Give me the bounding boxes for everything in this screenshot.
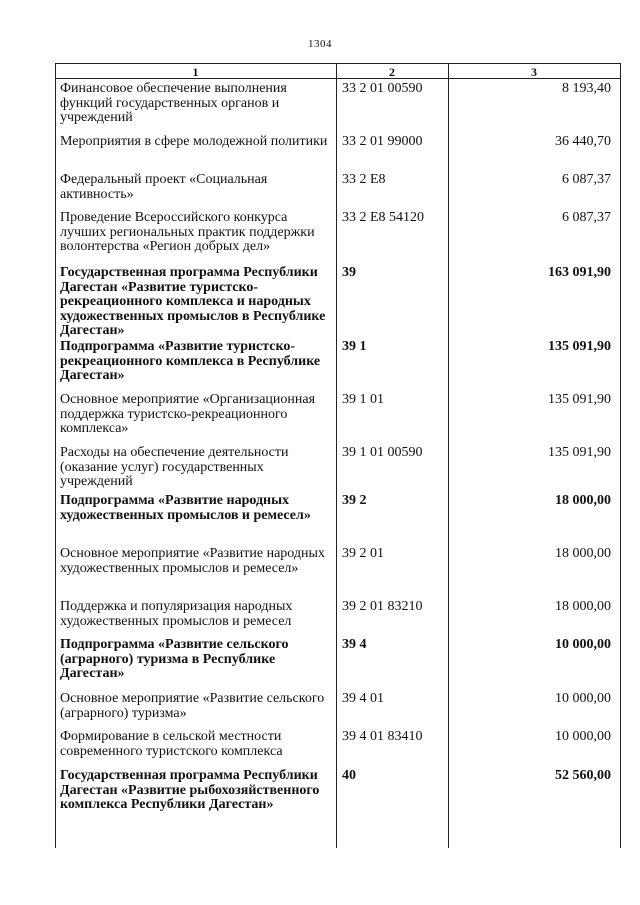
row-amount: 6 087,37 xyxy=(562,210,611,225)
row-name: Подпрограмма «Развитие народных художественных промыслов и ремесел» xyxy=(60,493,311,523)
row-code: 39 1 01 xyxy=(342,392,384,407)
row-name: Подпрограмма «Развитие сельского (аграрного) туризма в Республике Дагестан» xyxy=(60,637,289,681)
row-name: Основное мероприятие «Развитие сельского (аграрного) туризма» xyxy=(60,691,325,721)
row-amount: 18 000,00 xyxy=(555,546,611,561)
row-amount: 52 560,00 xyxy=(555,768,611,783)
row-amount: 10 000,00 xyxy=(555,691,611,706)
row-code: 39 1 01 00590 xyxy=(342,445,423,460)
row-name: Государственная программа Республики Дагестан «Развитие туристско-рекреационного комплекса и народных художественных промыслов в Республике Дагестан» xyxy=(60,265,326,338)
page-number: 1304 xyxy=(308,38,332,50)
header-col-3: 3 xyxy=(531,65,537,79)
row-name: Федеральный проект «Социальная активность» xyxy=(60,172,268,202)
row-amount: 135 091,90 xyxy=(548,339,611,354)
row-name: Финансовое обеспечение выполнения функций государственных органов и учреждений xyxy=(60,81,287,125)
column-divider-1 xyxy=(336,63,337,848)
row-code: 33 2 01 00590 xyxy=(342,81,423,96)
row-code: 39 4 01 xyxy=(342,691,384,706)
row-amount: 36 440,70 xyxy=(555,134,611,149)
row-name: Формирование в сельской местности современного туристского комплекса xyxy=(60,729,283,759)
row-amount: 135 091,90 xyxy=(548,445,611,460)
row-amount: 135 091,90 xyxy=(548,392,611,407)
row-code: 39 2 01 xyxy=(342,546,384,561)
row-amount: 18 000,00 xyxy=(555,493,611,508)
row-code: 39 xyxy=(342,265,356,280)
row-code: 39 4 xyxy=(342,637,367,652)
row-name: Поддержка и популяризация народных художественных промыслов и ремесел xyxy=(60,599,293,629)
table-top-border xyxy=(55,63,621,64)
row-code: 33 2 E8 xyxy=(342,172,386,187)
row-amount: 10 000,00 xyxy=(555,637,611,652)
row-name: Государственная программа Республики Дагестан «Развитие рыбохозяйственного комплекса Республики Дагестан» xyxy=(60,768,320,812)
row-name: Мероприятия в сфере молодежной политики xyxy=(60,134,328,149)
row-name: Основное мероприятие «Развитие народных художественных промыслов и ремесел» xyxy=(60,546,325,576)
row-name: Расходы на обеспечение деятельности (оказание услуг) государственных учреждений xyxy=(60,445,289,489)
header-col-1: 1 xyxy=(192,65,199,79)
row-code: 39 1 xyxy=(342,339,367,354)
row-amount: 6 087,37 xyxy=(562,172,611,187)
row-name: Подпрограмма «Развитие туристско-рекреационного комплекса в Республике Дагестан» xyxy=(60,339,321,383)
row-code: 39 2 xyxy=(342,493,367,508)
row-amount: 163 091,90 xyxy=(548,265,611,280)
row-amount: 10 000,00 xyxy=(555,729,611,744)
table-border-right xyxy=(620,63,621,848)
row-code: 39 2 01 83210 xyxy=(342,599,423,614)
row-name: Основное мероприятие «Организационная поддержка туристско-рекреационного комплекса» xyxy=(60,392,316,436)
row-name: Проведение Всероссийского конкурса лучших региональных практик поддержки волонтерства «Регион добрых дел» xyxy=(60,210,315,254)
row-amount: 18 000,00 xyxy=(555,599,611,614)
row-code: 40 xyxy=(342,768,356,783)
row-amount: 8 193,40 xyxy=(562,81,611,96)
header-col-2: 2 xyxy=(389,65,395,79)
budget-table xyxy=(55,63,621,848)
table-border-left xyxy=(55,63,56,848)
row-code: 33 2 E8 54120 xyxy=(342,210,425,225)
row-code: 39 4 01 83410 xyxy=(342,729,423,744)
row-code: 33 2 01 99000 xyxy=(342,134,423,149)
